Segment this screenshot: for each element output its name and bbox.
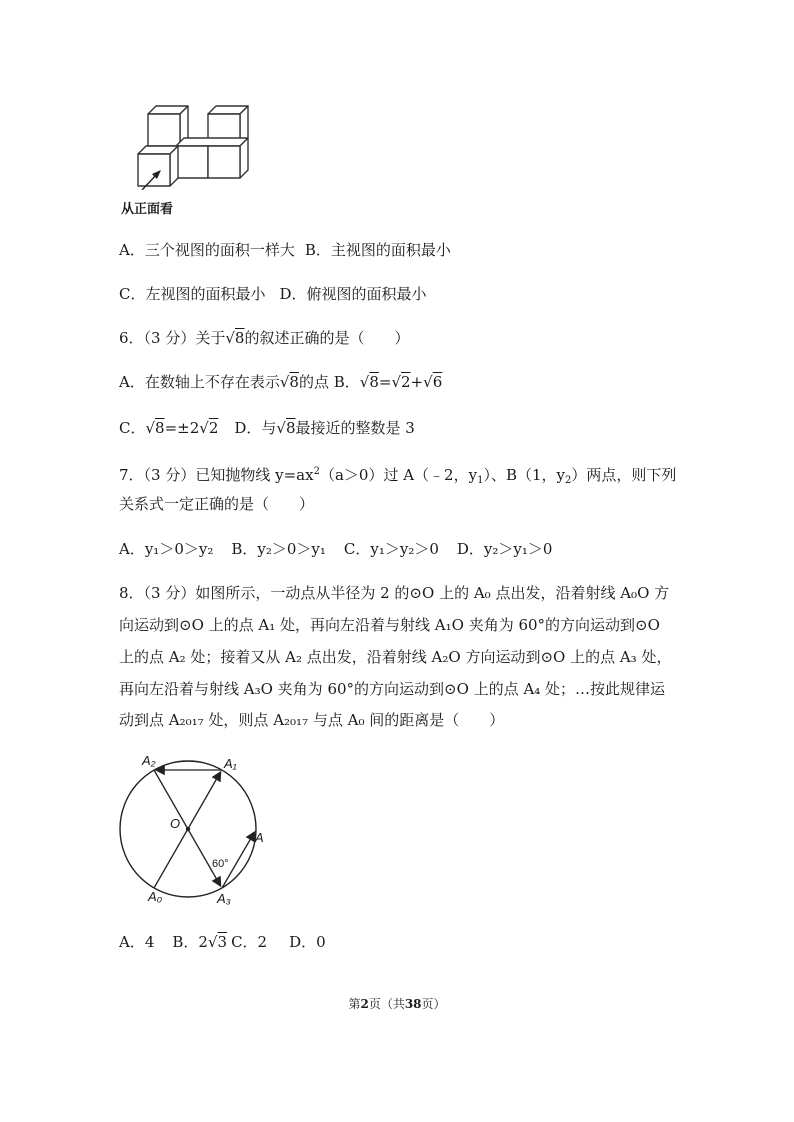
q6-option-b[interactable]: B．√8=√2+√6	[333, 373, 443, 391]
q5-options-row2	[119, 284, 689, 304]
q7-stem-line2: 关系式一定正确的是（ ）	[119, 495, 315, 513]
page-number: 2	[360, 997, 369, 1011]
q8-stem-line4: 再向左沿着与射线 A₃O 夹角为 60°的方向运动到⊙O 上的点 A₄ 处；…按此规律运	[119, 680, 666, 698]
q7-stem-line1: 7．（3 分）已知抛物线 $y=ax^2(a>0)$过 A（﹣2，$y_1$）、B（1，$y_2$）两点，则下列	[119, 466, 677, 486]
q6-options-row2	[119, 418, 689, 438]
label-a3: A₃	[217, 891, 231, 906]
q7-options	[119, 539, 689, 559]
label-a4: A	[255, 830, 264, 845]
q7-option-a[interactable]: A．y₁＞0＞y₂	[119, 540, 214, 558]
figure-caption: 从正面看	[121, 201, 174, 216]
q6-stem: 6．（3 分）关于√8的叙述正确的是（ ）	[119, 329, 410, 347]
q6-options-row1	[119, 372, 689, 392]
q5-option-d[interactable]: D．俯视图的面积最小	[279, 285, 427, 303]
q5-option-a[interactable]: A．三个视图的面积一样大	[119, 241, 295, 259]
q8-stem-line3: 上的点 A₂ 处；接着又从 A₂ 点出发，沿着射线 A₂O 方向运动到⊙O 上的点 A₃ 处，	[119, 648, 672, 666]
label-a0: A₀	[148, 889, 163, 904]
q7-option-c[interactable]: C．y₁＞y₂＞0	[343, 540, 439, 558]
q7-option-d[interactable]: D．y₂＞y₁＞0	[456, 540, 553, 558]
q7-option-b[interactable]: B．y₂＞0＞y₁	[231, 540, 326, 558]
label-o: O	[170, 816, 181, 831]
circle-figure	[112, 745, 272, 915]
label-a1: A₁	[224, 756, 237, 771]
page-total: 38	[404, 997, 422, 1011]
page-footer: 第2页（共38页）	[348, 997, 446, 1011]
center-point	[186, 827, 190, 831]
q8-option-d[interactable]: D．0	[289, 933, 326, 951]
q6-option-d[interactable]: D．与√8最接近的整数是 3	[234, 419, 415, 437]
q5-option-c[interactable]: C．左视图的面积最小	[119, 285, 266, 303]
q5-options-row1	[119, 240, 689, 260]
q8-stem-line2: 向运动到⊙O 上的点 A₁ 处，再向左沿着与射线 A₁O 夹角为 60°的方向运动到⊙O	[119, 616, 660, 634]
label-a2: A₂	[142, 753, 156, 768]
q6-option-a[interactable]: A．在数轴上不存在表示√8的点	[119, 373, 329, 391]
q5-option-b[interactable]: B．主视图的面积最小	[304, 241, 451, 259]
q6-option-c[interactable]: C．√8=±2√2	[119, 419, 219, 437]
cube-front	[138, 146, 178, 186]
q8-option-b[interactable]: B．2√3	[172, 933, 228, 951]
q8-stem-line5: 动到点 A₂₀₁₇ 处，则点 A₂₀₁₇ 与点 A₀ 间的距离是（ ）	[119, 711, 505, 729]
q8-stem-line1: 8．（3 分）如图所示，一动点从半径为 2 的⊙O 上的 A₀ 点出发，沿着射线 A₀O 方	[119, 584, 670, 602]
cube-bottom-row	[176, 138, 248, 178]
q8-option-a[interactable]: A．4	[119, 933, 155, 951]
q8-option-c[interactable]: C．2	[231, 933, 268, 951]
sqrt-symbol: √	[225, 329, 235, 347]
cube-stack-figure	[118, 98, 258, 190]
label-angle: 60°	[212, 858, 229, 870]
q8-options	[119, 932, 689, 952]
